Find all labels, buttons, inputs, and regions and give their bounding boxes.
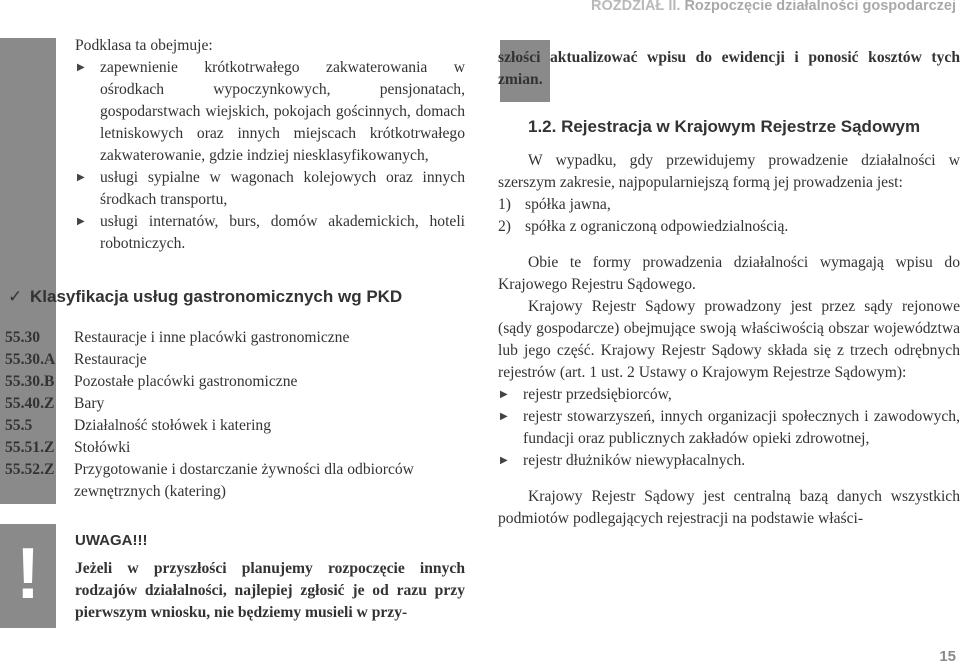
table-row [5,393,465,415]
warning-box [0,524,56,628]
pkd-description: Przygotowanie i dostarczanie żywności dla odbiorców zewnętrznych (katering) [74,461,414,500]
pkd-code: 55.30.B [5,373,55,390]
pkd-code: 55.52.Z [5,461,55,478]
table-row [5,327,465,349]
checkmark-icon: ✓ [8,287,23,306]
continuation-text: szłości aktualizować wpisu do ewidencji i ponosić kosztów tych zmian. [498,49,960,88]
list-item: ▶ usługi sypialne w wagonach kolejowych oraz innych środkach transportu, [75,167,465,211]
chapter-title: Rozpoczęcie działalności gospodarczej [684,0,956,14]
pkd-description: Bary [74,395,105,412]
subclass-intro: Podklasa ta obejmuje: [75,37,213,54]
list-item: ▶ rejestr stowarzyszeń, innych organizacji społecznych i zawodowych, fundacji oraz publicznych zakładów opieki zdrowotnej, [498,406,960,450]
page-number: 15 [939,648,956,665]
table-row [5,437,465,459]
pkd-description: Pozostałe placówki gastronomiczne [74,373,298,390]
pkd-code: 55.51.Z [5,439,55,456]
pkd-heading-text: Klasyfikacja usług gastronomicznych wg PKD [30,287,403,306]
paragraph: Obie te formy prowadzenia działalności wymagają wpisu do Krajowego Rejestru Sądowego. [498,254,960,293]
registers-list [498,384,960,472]
paragraph: Krajowy Rejestr Sądowy jest centralną bazą danych wszystkich podmiotów podlegających rejestracji na podstawie właści- [498,488,960,527]
right-column [498,47,960,530]
list-number: 1) [498,196,511,213]
list-text: spółka z ograniczoną odpowiedzialnością. [525,218,789,235]
chapter-label: ROZDZIAŁ II. [591,0,681,14]
pkd-description: Restauracje [74,351,147,368]
pkd-code: 55.30.A [5,351,56,368]
pkd-heading [8,287,402,307]
table-row [5,349,465,371]
section-title: 1.2. Rejestracja w Krajowym Rejestrze Sądowym [528,117,921,136]
table-row [5,459,465,503]
subclass-list [75,57,465,255]
warning-note [75,530,465,624]
pkd-code-table [5,327,465,503]
pkd-code: 55.30 [5,329,41,346]
list-item [498,194,960,216]
pkd-code: 55.40.Z [5,395,55,412]
warning-text: Jeżeli w przyszłości planujemy rozpoczęcie innych rodzajów działalności, najlepiej zgłosić je od razu przy pierwszym wniosku, nie będziemy musieli w przy- [75,560,465,621]
running-header [591,0,956,14]
list-text: spółka jawna, [525,196,611,213]
exclamation-icon: ! [16,534,40,614]
company-forms-list [498,194,960,238]
paragraph: Krajowy Rejestr Sądowy prowadzony jest przez sądy rejonowe (sądy gospodarcze) obejmujące swoją właściwością obszar województwa lub jego część. Krajowy Rejestr Sądowy składa się z trzech odrębnych rejestrów (art. 1 ust. 2 Ustawy o Krajowym Rejestrze Sądowym): [498,298,960,381]
pkd-description: Stołówki [74,439,131,456]
left-column [75,35,465,255]
table-row [5,371,465,393]
pkd-description: Restauracje i inne placówki gastronomiczne [74,329,350,346]
pkd-code: 55.5 [5,417,33,434]
list-item: ▶ usługi internatów, burs, domów akademickich, hoteli robotniczych. [75,211,465,255]
list-number: 2) [498,218,511,235]
list-item [498,216,960,238]
table-row [5,415,465,437]
list-item: ▶ rejestr przedsiębiorców, [498,384,960,406]
list-item: ▶ rejestr dłużników niewypłacalnych. [498,450,960,472]
warning-title: UWAGA!!! [75,532,148,549]
pkd-description: Działalność stołówek i katering [74,417,272,434]
list-item: ▶ zapewnienie krótkotrwałego zakwaterowania w ośrodkach wypoczynkowych, pensjonatach, gospodarstwach wiejskich, pokojach gościnnych, domach letniskowych oraz innych miejscach krótkotrwałego zakwaterowanie, gdzie indziej niesklasyfikowanych, [75,57,465,167]
paragraph: W wypadku, gdy przewidujemy prowadzenie działalności w szerszym zakresie, najpopularniejszą formą jej prowadzenia jest: [498,152,960,191]
